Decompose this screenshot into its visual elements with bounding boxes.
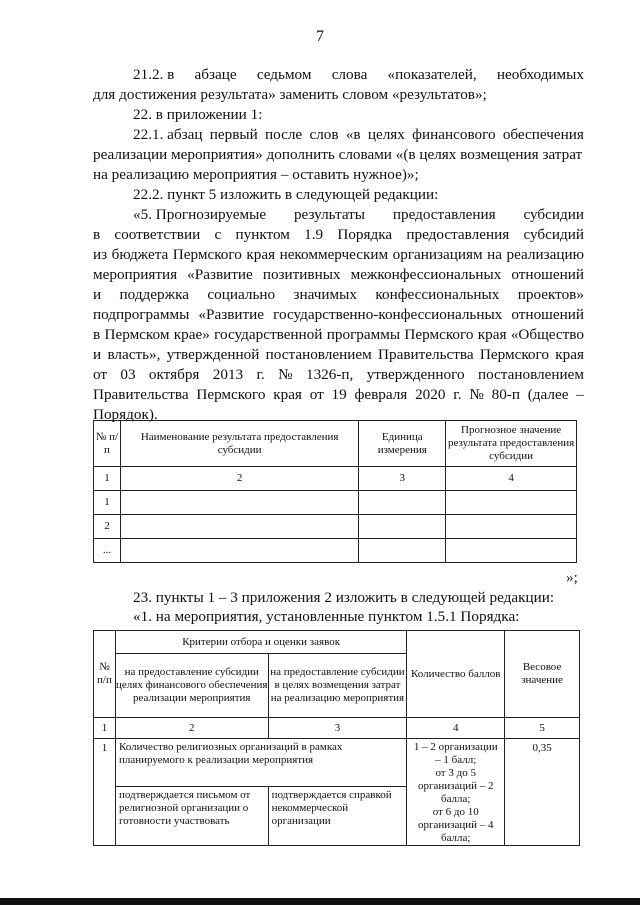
para-21-2-line-2: для достижения результата» заменить словом «результатов»; <box>93 86 487 103</box>
table-cell <box>446 539 577 563</box>
word: слов <box>309 126 339 143</box>
word: Правительства <box>378 346 474 363</box>
word: края <box>555 346 584 363</box>
table-cell: 1 <box>94 718 116 739</box>
word: «Развитие <box>187 266 253 283</box>
word: «Развитие <box>198 306 265 323</box>
word: финансового <box>412 126 496 143</box>
word: бюджета <box>111 246 169 263</box>
item-5-line-11: Порядок). <box>93 406 158 423</box>
criteria-subheader-reimbursement: на предоставление субсидии в целях возмещения затрат на реализацию мероприятия <box>268 654 407 718</box>
word: края <box>273 386 302 403</box>
word: власть», <box>107 346 161 363</box>
word: государственной <box>214 326 323 343</box>
results-table-numbering-row <box>94 467 577 491</box>
word: целях <box>367 126 405 143</box>
table-cell: 2 <box>115 718 268 739</box>
word: подпрограммы <box>93 306 190 323</box>
item-5-line-9 <box>93 366 584 384</box>
table-row <box>94 491 577 515</box>
word: необходимых <box>496 66 584 83</box>
word: Правительства <box>93 386 189 403</box>
item-5-line-1 <box>133 206 584 224</box>
word: октября <box>148 366 200 383</box>
item-5-line-7 <box>93 326 584 344</box>
table-cell <box>446 491 577 515</box>
table-row <box>94 739 580 787</box>
table-cell: 2 <box>94 515 121 539</box>
word: реализацию <box>506 246 584 263</box>
word: 19 <box>331 386 347 403</box>
word: Пермского <box>404 326 474 343</box>
table-cell: 1 <box>94 491 121 515</box>
row-number: 1 <box>94 739 116 846</box>
results-col-num-header: № п/п <box>94 421 121 467</box>
item-5-line-3 <box>93 246 584 264</box>
word: 03 <box>120 366 136 383</box>
word: «в <box>345 126 361 143</box>
word: на <box>487 246 503 263</box>
para-21-2-line-1 <box>133 66 584 84</box>
word: первый <box>209 126 258 143</box>
word: абзаце <box>194 66 237 83</box>
criteria-subheader-financing: на предоставление субсидии целях финансового обеспечения реализации мероприятия <box>115 654 268 718</box>
table-cell <box>120 491 358 515</box>
word: г. <box>453 386 462 403</box>
word: крае» <box>173 326 210 343</box>
word: 2013 <box>212 366 244 383</box>
word: 21.2. в <box>133 66 175 83</box>
criteria-table-numbering-row <box>94 718 580 739</box>
word: утвержденного <box>366 366 465 383</box>
item-5-line-2 <box>93 226 584 244</box>
word: из <box>93 246 108 263</box>
word: Пермском <box>104 326 170 343</box>
word: 22.1. абзац <box>133 126 203 143</box>
word: г. <box>256 366 265 383</box>
results-table <box>93 420 577 563</box>
word: от <box>309 386 324 403</box>
para-23: 23. пункты 1 – 3 приложения 2 изложить в следующей редакции: <box>133 589 555 606</box>
closing-quote: »; <box>566 569 578 586</box>
word: края <box>246 246 276 263</box>
item-5-line-10 <box>93 386 584 404</box>
word: соответствии <box>114 226 201 243</box>
word: постановлением <box>265 346 372 363</box>
score-cell <box>407 739 505 846</box>
table-cell <box>120 539 358 563</box>
word: конфессиональных <box>375 286 500 303</box>
criteria-table <box>93 630 580 846</box>
word: межконфессиональных <box>350 266 502 283</box>
score-line: от 6 до 10 организаций – 4 балла; <box>417 806 494 844</box>
table-cell: 1 <box>94 467 121 491</box>
para-22-1-line-2: реализации мероприятия» дополнить словами «(в целях возмещения затрат <box>93 146 583 163</box>
results-col-name-header: Наименование результата предоставления субсидии <box>120 421 358 467</box>
para-22-1-line-3: на реализацию мероприятия – оставить нужное)»; <box>93 166 419 183</box>
table-row <box>94 515 577 539</box>
word: в <box>93 226 101 243</box>
word: в <box>93 326 101 343</box>
word: – <box>576 386 584 403</box>
criterion-text: Количество религиозных организаций в рамках планируемого к реализации мероприятия <box>115 739 406 787</box>
table-cell: 2 <box>120 467 358 491</box>
word: Пермского <box>479 346 549 363</box>
word: Порядка <box>337 226 393 243</box>
word: Пермского <box>196 386 266 403</box>
word: поддержка <box>119 286 190 303</box>
word: февраля <box>354 386 408 403</box>
word: некоммерческим <box>279 246 389 263</box>
criteria-col-score-header: Количество баллов <box>407 631 505 718</box>
table-cell <box>446 515 577 539</box>
table-cell <box>120 515 358 539</box>
para-22-2: 22.2. пункт 5 изложить в следующей редакции: <box>133 186 439 203</box>
word: предоставления <box>406 226 510 243</box>
word: отношений <box>511 266 584 283</box>
word: края <box>477 326 507 343</box>
criteria-col-num-header: № п/п <box>94 631 116 718</box>
word: с <box>214 226 222 243</box>
word: и <box>93 286 102 303</box>
word: программы <box>326 326 401 343</box>
word: (далее <box>527 386 569 403</box>
para-22-1-line-1 <box>133 126 584 144</box>
item-5-line-8 <box>93 346 584 364</box>
table-cell: 4 <box>446 467 577 491</box>
confirmation-letter: подтверждается письмом от религиозной организации о готовности участвовать <box>115 786 268 845</box>
word: позитивных <box>262 266 341 283</box>
para-23-item-1: «1. на мероприятия, установленные пунктом 1.5.1 Порядка: <box>133 608 520 625</box>
results-table-header-row <box>94 421 577 467</box>
item-5-line-5 <box>93 286 584 304</box>
item-5-line-4 <box>93 266 584 284</box>
item-5-line-6 <box>93 306 584 324</box>
table-cell <box>359 491 446 515</box>
table-cell: 4 <box>407 718 505 739</box>
word: мероприятия <box>93 266 178 283</box>
score-line: 1 – 2 организации – 1 балл; <box>413 741 498 766</box>
word: социально <box>207 286 276 303</box>
page-number: 7 <box>316 28 324 45</box>
word: и <box>93 346 102 363</box>
word: от <box>93 366 108 383</box>
word: Пермского <box>172 246 242 263</box>
scan-bottom-edge <box>0 898 640 905</box>
score-line: от 3 до 5 организаций – 2 балла; <box>417 767 494 805</box>
word: «Общество <box>510 326 584 343</box>
para-22: 22. в приложении 1: <box>133 106 263 123</box>
word: «5. Прогнозируемые <box>133 206 267 223</box>
table-cell <box>359 539 446 563</box>
word: постановлением <box>477 366 584 383</box>
word: № <box>469 386 484 403</box>
word: отношений <box>511 306 584 323</box>
word: организациям <box>392 246 483 263</box>
word: предоставления <box>392 206 496 223</box>
word: государственно-конфессиональных <box>273 306 503 323</box>
table-cell: 3 <box>268 718 407 739</box>
table-cell: 3 <box>359 467 446 491</box>
word: после <box>265 126 303 143</box>
word: субсидий <box>523 226 584 243</box>
criteria-col-weight-header: Весовое значение <box>505 631 580 718</box>
confirmation-certificate: подтверждается справкой некоммерческой организации <box>268 786 407 845</box>
table-cell: 5 <box>505 718 580 739</box>
results-col-unit-header: Единица измерения <box>359 421 446 467</box>
word: «показателей, <box>387 66 477 83</box>
criteria-col-criteria-header: Критерии отбора и оценки заявок <box>115 631 406 654</box>
word: обеспечения <box>502 126 584 143</box>
word: пунктом <box>235 226 290 243</box>
criteria-table-header-row <box>94 631 580 654</box>
results-col-forecast-header: Прогнозное значение результата предоставления субсидии <box>446 421 577 467</box>
table-row <box>94 539 577 563</box>
table-cell <box>359 515 446 539</box>
word: 1.9 <box>304 226 324 243</box>
weight-value: 0,35 <box>505 739 580 846</box>
word: утвержденной <box>166 346 260 363</box>
table-cell: ... <box>94 539 121 563</box>
word: значимых <box>293 286 357 303</box>
word: проектов» <box>517 286 584 303</box>
word: 80-п <box>491 386 520 403</box>
word: 1326-п, <box>305 366 354 383</box>
word: результаты <box>293 206 366 223</box>
word: слова <box>331 66 368 83</box>
word: 2020 <box>415 386 446 403</box>
word: субсидии <box>523 206 584 223</box>
word: седьмом <box>256 66 312 83</box>
word: № <box>278 366 293 383</box>
